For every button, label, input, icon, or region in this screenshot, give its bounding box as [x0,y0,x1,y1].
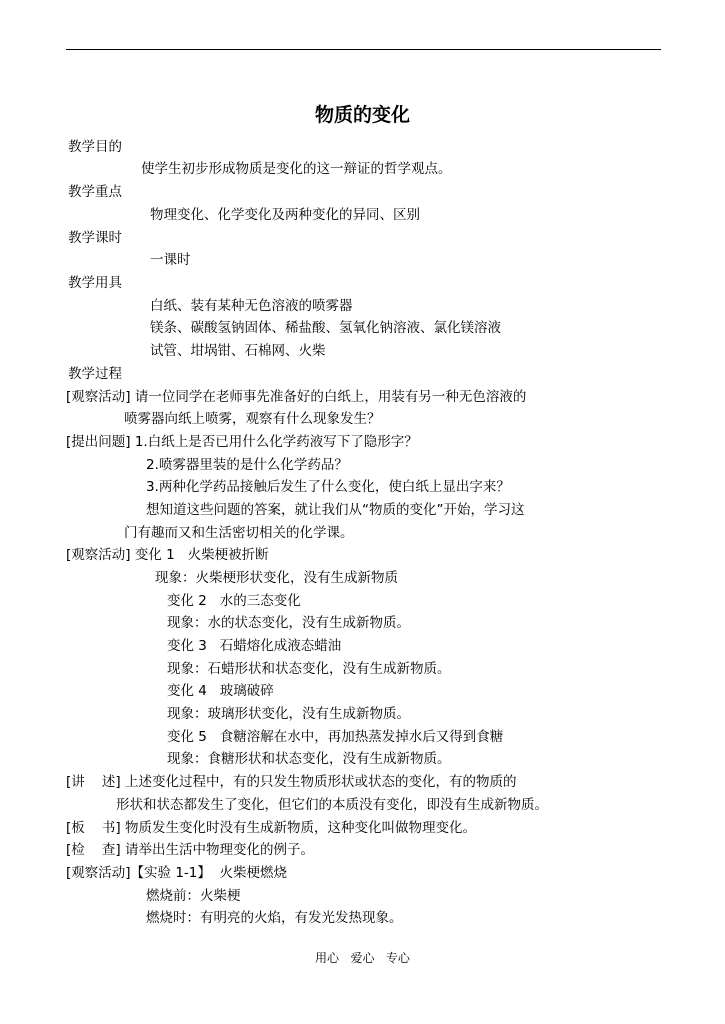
text-line: 变化 3 石蜡熔化成液态蜡油 [167,638,342,654]
text-line: [观察活动]【实验 1-1】 火柴梗燃烧 [66,865,287,881]
text-line: [讲 述] 上述变化过程中，有的只发生物质形状或状态的变化，有的物质的 [66,774,517,790]
text-line: 燃烧时：有明亮的火焰，有发光发热现象。 [146,910,403,926]
text-line: 变化 5 食糖溶解在水中，再加热蒸发掉水后又得到食糖 [167,729,504,745]
text-line: 变化 4 玻璃破碎 [167,683,274,699]
heading-key-points: 教学重点 [68,184,122,200]
text-line: 使学生初步形成物质是变化的这一辩证的哲学观点。 [141,161,452,177]
text-line: 喷雾器向纸上喷雾，观察有什么现象发生？ [124,411,381,427]
text-line: 形状和状态都发生了变化，但它们的本质没有变化，即没有生成新物质。 [116,797,548,813]
page-footer: 用心 爱心 专心 [315,951,410,965]
heading-materials: 教学用具 [68,275,122,291]
text-line: 试管、坩埚钳、石棉网、火柴 [150,343,326,359]
text-line: 变化 2 水的三态变化 [167,593,301,609]
page-title: 物质的变化 [314,104,410,126]
text-line: 现象：食糖形状和状态变化，没有生成新物质。 [167,751,451,767]
text-line: 2.喷雾器里装的是什么化学药品？ [146,457,348,473]
text-line: [板 书] 物质发生变化时没有生成新物质，这种变化叫做物理变化。 [66,820,476,836]
heading-class-hours: 教学课时 [68,230,122,246]
text-line: 物理变化、化学变化及两种变化的异同、区别 [150,207,420,223]
text-line: 门有趣而又和生活密切相关的化学课。 [124,525,354,541]
text-line: [观察活动] 变化 1 火柴梗被折断 [66,547,269,563]
text-line: 镁条、碳酸氢钠固体、稀盐酸、氢氧化钠溶液、氯化镁溶液 [150,320,501,336]
text-line: [提出问题] 1.白纸上是否已用什么化学药液写下了隐形字？ [66,434,418,450]
text-line: 现象：石蜡形状和状态变化，没有生成新物质。 [167,661,451,677]
text-line: 3.两种化学药品接触后发生了什么变化，使白纸上显出字来？ [146,479,510,495]
text-line: 现象：玻璃形状变化，没有生成新物质。 [167,706,410,722]
text-line: [检 查] 请举出生活中物理变化的例子。 [66,842,314,858]
header-rule [66,49,661,50]
text-line: 燃烧前：火柴梗 [146,888,241,904]
heading-process: 教学过程 [68,366,122,382]
text-line: 现象：水的状态变化，没有生成新物质。 [167,615,410,631]
text-line: [观察活动] 请一位同学在老师事先准备好的白纸上，用装有另一种无色溶液的 [66,389,527,405]
text-line: 白纸、装有某种无色溶液的喷雾器 [150,298,353,314]
text-line: 现象：火柴梗形状变化，没有生成新物质 [155,570,398,586]
text-line: 一课时 [150,252,191,268]
heading-objective: 教学目的 [68,139,122,155]
text-line: 想知道这些问题的答案，就让我们从“物质的变化”开始，学习这 [146,502,525,518]
